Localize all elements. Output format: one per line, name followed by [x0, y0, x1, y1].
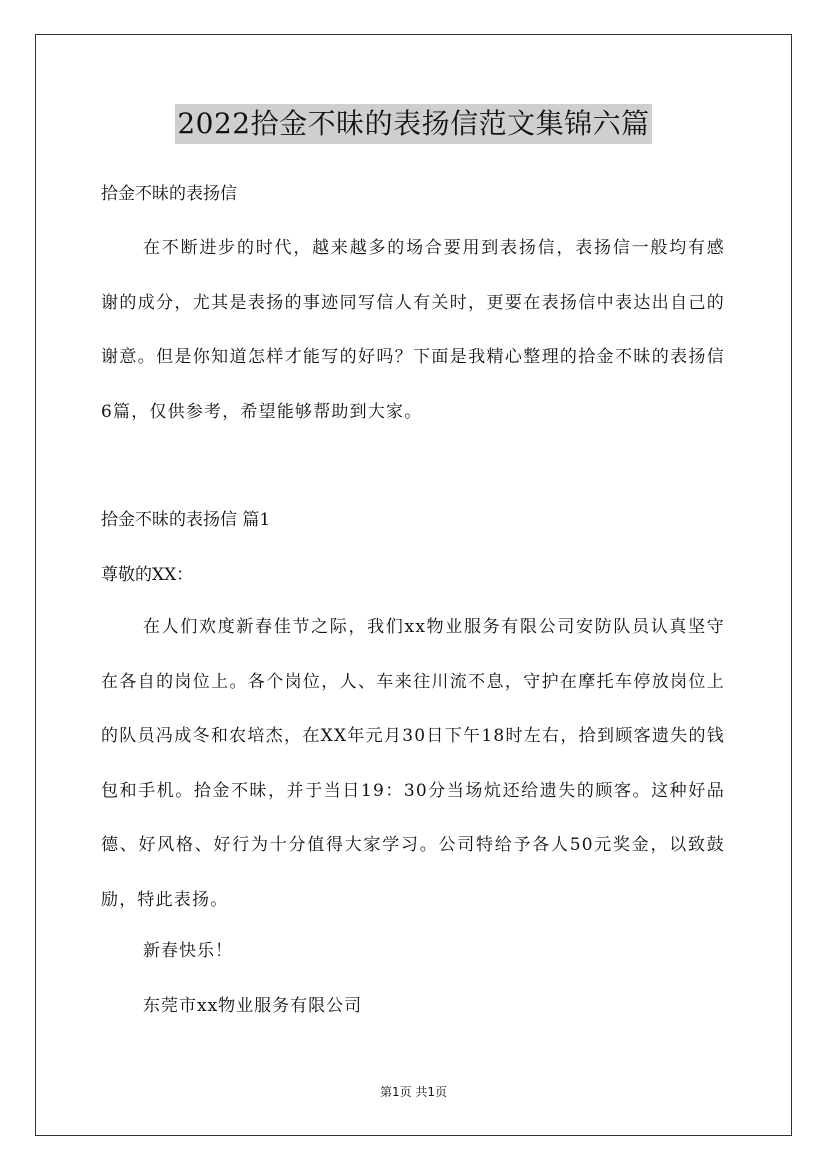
- intro-paragraph: 在不断进步的时代，越来越多的场合要用到表扬信，表扬信一般均有感谢的成分，尤其是表扬的事迹同写信人有关时，更要在表扬信中表达出自己的谢意。但是你知道怎样才能写的好吗？下面是我精心整理的拾金不昧的表扬信6篇，仅供参考，希望能够帮助到大家。: [101, 238, 725, 422]
- intro-heading: 拾金不昧的表扬信: [101, 184, 237, 204]
- document-title: [0, 103, 827, 144]
- salutation: 尊敬的XX：: [101, 565, 194, 585]
- page-footer: 第1页 共1页: [379, 1085, 448, 1099]
- signature: 东莞市xx物业服务有限公司: [143, 996, 363, 1016]
- body-paragraph: 在人们欢度新春佳节之际，我们xx物业服务有限公司安防队员认真坚守在各自的岗位上。各个岗位，人、车来往川流不息，守护在摩托车停放岗位上的队员冯成冬和农培杰，在XX年元月30日下午18时左右，拾到顾客遗失的钱包和手机。拾金不昧，并于当日19：30分当场炕还给遗失的顾客。这种好品德、好风格、好行为十分值得大家学习。公司特给予各人50元奖金，以致鼓励，特此表扬。: [101, 617, 725, 910]
- section-heading: 拾金不昧的表扬信 篇1: [101, 510, 271, 530]
- document-title-text: 2022拾金不昧的表扬信范文集锦六篇: [175, 104, 651, 144]
- closing-greeting: 新春快乐！: [143, 941, 233, 961]
